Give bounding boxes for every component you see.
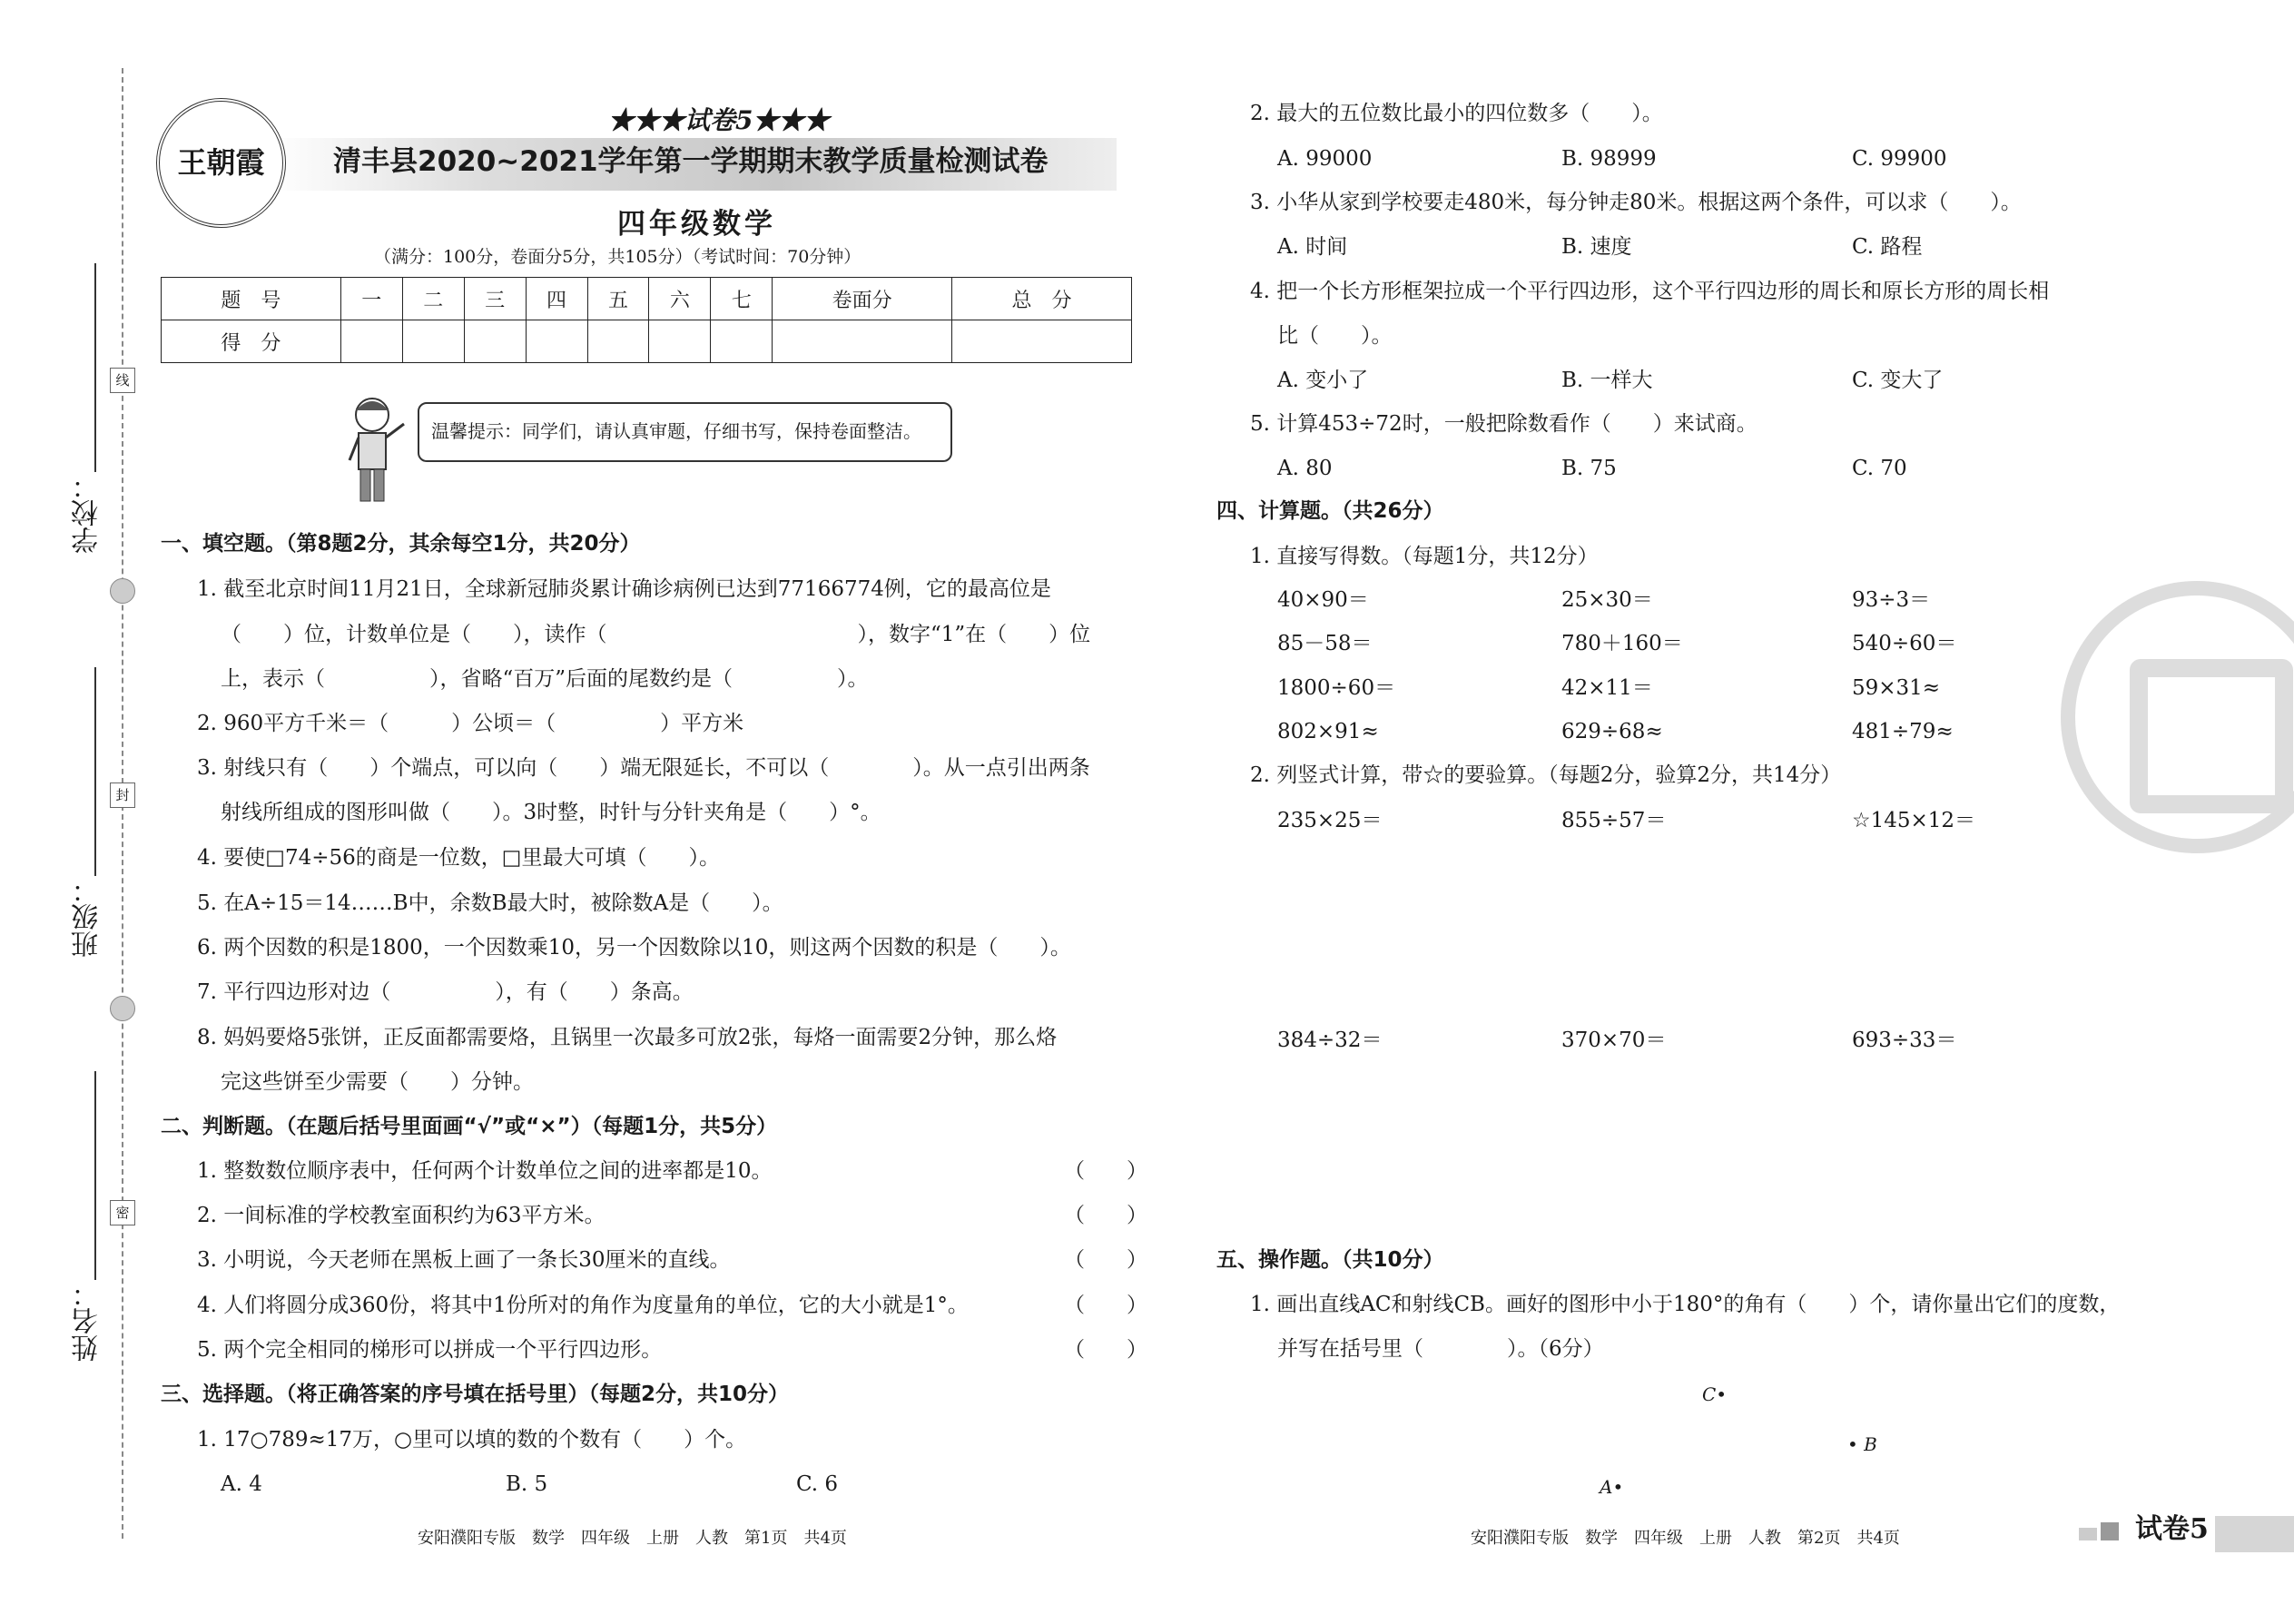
question-text: 上，表示（ ），省略“百万”后面的尾数约是（ ）。 xyxy=(221,667,869,691)
point-b-label: • B xyxy=(1847,1433,1877,1455)
calc-item: 25×30＝ xyxy=(1561,588,1653,612)
section-2-title: 二、判断题。（在题后括号里面画“√”或“×”）（每题1分，共5分） xyxy=(161,1115,778,1138)
choice-option: A. 变小了 xyxy=(1277,369,1369,392)
question-text: 1. 17○789≈17万，○里可以填的数的个数有（ ）个。 xyxy=(197,1428,747,1452)
score-header-cell: 题 号 xyxy=(162,278,341,320)
name-label: 姓名： xyxy=(72,1280,103,1362)
calc-item: 40×90＝ xyxy=(1277,588,1369,612)
student-illustration xyxy=(336,392,413,510)
question-text: 4. 把一个长方形框架拉成一个平行四边形，这个平行四边形的周长和原长方形的周长相 xyxy=(1250,280,2050,303)
exam-info: （满分：100分，卷面分5分，共105分）（考试时间：70分钟） xyxy=(374,247,861,267)
judge-answer[interactable]: （ ） xyxy=(1064,1248,1147,1272)
choice-option: C. 变大了 xyxy=(1852,369,1944,392)
confidential-seal-icon xyxy=(2061,581,2294,853)
judge-answer[interactable]: （ ） xyxy=(1064,1294,1147,1317)
score-input-cell[interactable] xyxy=(526,320,587,363)
judge-item: 1. 整数数位顺序表中，任何两个计数单位之间的进率都是10。 xyxy=(197,1159,773,1183)
point-a-label: A• xyxy=(1600,1476,1624,1498)
calc-item: 235×25＝ xyxy=(1277,809,1383,832)
score-header-cell: 二 xyxy=(402,278,464,320)
binding-seal-mi: 密 xyxy=(110,1200,135,1225)
exam-tab-label: 试卷5 xyxy=(2135,1513,2209,1545)
choice-option: A. 99000 xyxy=(1277,147,1373,171)
class-underline xyxy=(94,667,96,876)
logo-text: 王朝霞 xyxy=(177,145,265,180)
scissors-icon xyxy=(110,996,135,1021)
score-header-cell: 三 xyxy=(464,278,526,320)
calc-item: 693÷33＝ xyxy=(1852,1029,1957,1052)
choice-option: B. 98999 xyxy=(1561,147,1657,171)
question-text: 2. 列竖式计算，带☆的要验算。（每题2分，验算2分，共14分） xyxy=(1250,763,1842,787)
question-text: 5. 计算453÷72时，一般把除数看作（ ）来试商。 xyxy=(1250,412,1757,436)
score-header-cell: 六 xyxy=(649,278,711,320)
question-text: 4. 要使□74÷56的商是一位数，□里最大可填（ ）。 xyxy=(197,846,721,870)
tab-bar xyxy=(2215,1516,2294,1552)
seal-mark xyxy=(2130,659,2293,813)
section-1-title: 一、填空题。（第8题2分，其余每空1分，共20分） xyxy=(161,532,641,556)
score-header-cell: 七 xyxy=(711,278,773,320)
score-input-cell[interactable] xyxy=(587,320,649,363)
choice-option: C. 路程 xyxy=(1852,235,1923,259)
choice-option: A. 80 xyxy=(1277,457,1333,480)
calc-item: 93÷3＝ xyxy=(1852,588,1931,612)
binding-seal-line: 线 xyxy=(110,368,135,393)
logo-badge xyxy=(156,98,286,228)
score-header-cell: 总 分 xyxy=(952,278,1132,320)
class-label: 班级： xyxy=(72,876,103,958)
question-text: 1. 直接写得数。（每题1分，共12分） xyxy=(1250,545,1599,568)
scissors-icon xyxy=(110,578,135,604)
section-5-title: 五、操作题。（共10分） xyxy=(1216,1248,1444,1272)
judge-answer[interactable]: （ ） xyxy=(1064,1204,1147,1227)
school-underline xyxy=(94,263,96,472)
choice-option: C. 99900 xyxy=(1852,147,1947,171)
score-input-cell[interactable] xyxy=(649,320,711,363)
page-footer: 安阳濮阳专版 数学 四年级 上册 人教 第1页 共4页 xyxy=(418,1529,847,1548)
score-input-cell[interactable] xyxy=(773,320,952,363)
paper-series: ★★★试卷5★★★ xyxy=(608,105,830,135)
binding-seal-feng: 封 xyxy=(110,782,135,808)
score-header-cell: 卷面分 xyxy=(773,278,952,320)
question-text: 2. 960平方千米＝（ ）公顷＝（ ）平方米 xyxy=(197,712,744,735)
calc-item: 384÷32＝ xyxy=(1277,1029,1383,1052)
calc-item: 540÷60＝ xyxy=(1852,632,1957,655)
score-input-cell[interactable] xyxy=(952,320,1132,363)
score-header-cell: 一 xyxy=(340,278,402,320)
calc-item: 1800÷60＝ xyxy=(1277,676,1396,700)
question-text: 7. 平行四边形对边（ ），有（ ）条高。 xyxy=(197,980,694,1004)
page-footer: 安阳濮阳专版 数学 四年级 上册 人教 第2页 共4页 xyxy=(1471,1529,1900,1548)
tab-marker xyxy=(2101,1522,2119,1540)
calc-item: 85－58＝ xyxy=(1277,632,1373,655)
judge-answer[interactable]: （ ） xyxy=(1064,1338,1147,1362)
question-text: 比（ ）。 xyxy=(1277,324,1393,348)
judge-answer[interactable]: （ ） xyxy=(1064,1159,1147,1183)
score-row-label: 得 分 xyxy=(162,320,341,363)
paper-title: 清丰县2020~2021学年第一学期期末教学质量检测试卷 xyxy=(333,145,1049,178)
question-text: 3. 小华从家到学校要走480米，每分钟走80米。根据这两个条件，可以求（ ）。 xyxy=(1250,191,2022,214)
section-3-title: 三、选择题。（将正确答案的序号填在括号里）（每题2分，共10分） xyxy=(161,1383,790,1406)
calc-item: 629÷68≈ xyxy=(1561,720,1663,743)
judge-item: 2. 一间标准的学校教室面积约为63平方米。 xyxy=(197,1204,605,1227)
school-label: 学校： xyxy=(72,472,103,554)
choice-option: B. 75 xyxy=(1561,457,1617,480)
score-header-cell: 四 xyxy=(526,278,587,320)
question-text: 2. 最大的五位数比最小的四位数多（ ）。 xyxy=(1250,102,1663,125)
question-text: 8. 妈妈要烙5张饼，正反面都需要烙，且锅里一次最多可放2张，每烙一面需要2分钟，那么烙 xyxy=(197,1026,1058,1049)
tip-text: 温馨提示：同学们，请认真审题，仔细书写，保持卷面整洁。 xyxy=(431,420,921,442)
calc-item: ☆145×12＝ xyxy=(1852,809,1976,832)
calc-item: 370×70＝ xyxy=(1561,1029,1667,1052)
question-text: 1. 截至北京时间11月21日，全球新冠肺炎累计确诊病例已达到77166774例，它的最高位是 xyxy=(197,577,1051,601)
score-header-cell: 五 xyxy=(587,278,649,320)
score-table xyxy=(161,277,1132,363)
calc-item: 42×11＝ xyxy=(1561,676,1653,700)
choice-option: B. 5 xyxy=(506,1472,548,1496)
judge-item: 5. 两个完全相同的梯形可以拼成一个平行四边形。 xyxy=(197,1338,663,1362)
point-c-label: C• xyxy=(1702,1383,1728,1405)
judge-item: 4. 人们将圆分成360份，将其中1份所对的角作为度量角的单位，它的大小就是1°。 xyxy=(197,1294,969,1317)
score-input-cell[interactable] xyxy=(464,320,526,363)
question-text: 5. 在A÷15＝14……B中，余数B最大时，被除数A是（ ）。 xyxy=(197,891,783,915)
calc-item: 855÷57＝ xyxy=(1561,809,1667,832)
name-underline xyxy=(94,1071,96,1280)
score-input-cell[interactable] xyxy=(340,320,402,363)
question-text: 3. 射线只有（ ）个端点，可以向（ ）端无限延长，不可以（ ）。从一点引出两条 xyxy=(197,756,1090,780)
question-text: 1. 画出直线AC和射线CB。画好的图形中小于180°的角有（ ）个，请你量出它们的度数， xyxy=(1250,1293,2121,1316)
judge-item: 3. 小明说，今天老师在黑板上画了一条长30厘米的直线。 xyxy=(197,1248,731,1272)
question-text: 射线所组成的图形叫做（ ）。3时整，时针与分针夹角是（ ）°。 xyxy=(221,801,881,824)
choice-option: B. 一样大 xyxy=(1561,369,1653,392)
calc-item: 59×31≈ xyxy=(1852,676,1941,700)
choice-option: C. 6 xyxy=(796,1472,839,1496)
question-text: 并写在括号里（ ）。（6分） xyxy=(1277,1337,1604,1361)
tab-marker xyxy=(2079,1528,2097,1540)
question-text: 6. 两个因数的积是1800，一个因数乘10，另一个因数除以10，则这两个因数的积是（ ）。 xyxy=(197,936,1071,960)
calc-item: 481÷79≈ xyxy=(1852,720,1954,743)
section-4-title: 四、计算题。（共26分） xyxy=(1216,499,1444,523)
choice-option: C. 70 xyxy=(1852,457,1907,480)
choice-option: A. 4 xyxy=(221,1472,262,1496)
question-text: 完这些饼至少需要（ ）分钟。 xyxy=(221,1070,534,1094)
score-input-cell[interactable] xyxy=(402,320,464,363)
choice-option: A. 时间 xyxy=(1277,235,1348,259)
score-input-cell[interactable] xyxy=(711,320,773,363)
choice-option: B. 速度 xyxy=(1561,235,1632,259)
calc-item: 780＋160＝ xyxy=(1561,632,1683,655)
subject-title: 四年级数学 xyxy=(617,208,776,241)
question-text: （ ）位，计数单位是（ ），读作（ ），数字“1”在（ ）位 xyxy=(221,623,1091,646)
calc-item: 802×91≈ xyxy=(1277,720,1379,743)
